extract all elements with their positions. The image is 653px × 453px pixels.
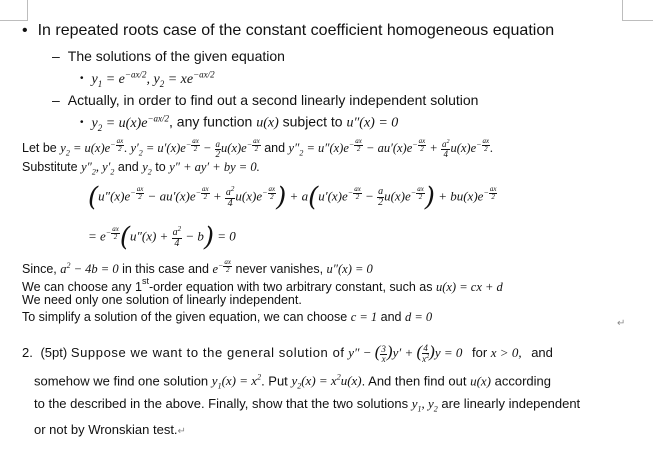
sub1-item	[80, 69, 215, 88]
problem-line3-a: to the described in the above. Finally, show that the two solutions	[34, 396, 409, 411]
sub2-item-prefix: any function	[176, 113, 253, 130]
problem-line-3: to the described in the above. Finally, show that the two solutions $y_1$, $y_2$ are linearly independent	[34, 396, 581, 414]
problem-line1-a: Suppose we want to the general solution of	[70, 345, 345, 360]
paragraph-mark-2: ↵	[177, 426, 186, 437]
sub2-item-bullet: •	[80, 116, 84, 128]
factored-equation-line: = $e^{- \frac{ax}{2}}$ (u″(x) + $\frac{a^2}{4}$ − b) = 0	[88, 222, 236, 253]
sub1-dash: –	[52, 48, 60, 64]
simplify-text: To simplify a solution of the given equation, we can choose	[22, 310, 348, 324]
heading-text: In repeated roots case of the constant coefficient homogeneous equation	[37, 22, 555, 39]
choose-line: We can choose any 1st-order equation with two arbitrary constant, such as u(x) = cx + d	[22, 276, 503, 294]
problem-number: 2.	[22, 345, 33, 360]
simplify-line: To simplify a solution of the given equation, we can choose c = 1 and d = 0	[22, 310, 433, 324]
substitute-label: Substitute	[22, 160, 78, 174]
sub2-dash: –	[52, 92, 60, 108]
sub2-item: • $y_2 = u(x)e^{-ax/2}$, any function u(x) subject to u″(x) = 0	[80, 113, 399, 133]
substitute-line: Substitute $y''_2$, $y'_2$ and $y_2$ to y″ + ay′ + by = 0.	[22, 160, 260, 177]
expanded-equation-line: ($u''(x)e^{- \frac{ax}{2}}$ − $au'(x)e^{- \frac{ax}{2}}$ + $\frac{a^2}{4}$ $u(x)e^{- \frac{ax}{2}}$ ) + $a(u'(x)e^{- \frac{ax}{2}}$ − $\frac{a}{2}$ $u(x)e^{- \frac{ax}{2}}$ ) + $bu(x)e^{- \frac{ax}{2}}$	[88, 182, 497, 213]
problem-line2-put: . Put	[261, 373, 288, 389]
sub2-item-eq: u″(x) = 0	[346, 115, 399, 131]
problem-line4: or not by Wronskian test.	[34, 422, 178, 437]
problem-line2-according: according	[494, 373, 552, 389]
crop-mark-top-right-h	[622, 20, 653, 21]
problem-line-2: somehow we find one solution $y_1(x) = x^2$. Put $y_2(x) = x^2u(x)$. And then find out u(x) according	[34, 373, 552, 391]
let-be-label: Let be	[22, 141, 57, 156]
sub2-text: Actually, in order to find out a second linearly independent solution	[67, 92, 479, 108]
problem-line-4	[34, 419, 186, 443]
crop-mark-top-left-v	[27, 0, 28, 20]
crop-mark-top-right-v	[622, 0, 623, 20]
need-text: We need only one solution of linearly independent.	[22, 293, 302, 307]
sub1-text: The solutions of the given equation	[67, 48, 285, 64]
problem-line3-b: are linearly independent	[441, 396, 581, 411]
need-line	[22, 293, 302, 307]
let-be-line: Let be $y_2 = u(x)e^{- \frac{ax}{2}}$ . $y'_2 = u'(x)e^{- \frac{ax}{2}}$ − $\frac{a}{2}$ $u(x)e^{- \frac{ax}{2}}$ and $y''_2 = u''(x)e^{- \frac{ax}{2}}$ − $au'(x)e^{- \frac{ax}{2}}$ + $\frac{a^2}{4}$ $u(x)e^{- \frac{ax}{2}}$ .	[22, 136, 494, 160]
since-label: Since,	[22, 262, 57, 277]
equals-zero: = 0	[217, 228, 236, 244]
heading-bullet: •	[22, 22, 28, 39]
heading-line	[22, 22, 554, 40]
sub2-item-mid: subject to	[282, 113, 343, 130]
substitute-to: to	[155, 160, 166, 174]
sub2-line	[52, 92, 478, 108]
crop-mark-top-left-h	[0, 20, 28, 21]
choose-text-b: -order equation with two arbitrary constant, such as	[149, 280, 433, 294]
sub1-item-formula: $y_1 = e^{-ax/2}$, $y_2 = xe^{-ax/2}$	[91, 69, 215, 89]
choose-text-a: We can choose any 1	[22, 280, 142, 294]
problem-line2-then: . And then find out	[361, 373, 467, 389]
problem-line1-and: and	[531, 345, 553, 360]
substitute-and: and	[117, 160, 139, 174]
problem-line1-for: for	[471, 345, 488, 360]
simplify-and: and	[380, 310, 402, 324]
sub1-item-bullet: •	[80, 72, 84, 84]
since-line: Since, $a^2 - 4b = 0$ in this case and $e^{- \frac{ax}{2}}$ never vanishes, u″(x) = 0	[22, 257, 373, 277]
problem-points: (5pt)	[40, 345, 68, 360]
since-end: never vanishes,	[235, 262, 324, 277]
sub1-line	[52, 48, 285, 64]
let-be-and: and	[264, 141, 286, 156]
problem-line2-a: somehow we find one solution	[34, 373, 209, 389]
choose-sup: st	[141, 276, 149, 286]
since-mid: in this case and	[122, 262, 209, 277]
problem-line-1: 2. (5pt) Suppose we want to the general solution of y″ − ( $\frac{3}{x}$ )y′ + ( $\frac{4}{x^2}$ )y = 0 for x > 0, and	[22, 342, 553, 365]
paragraph-mark-1: ↵	[617, 318, 626, 329]
